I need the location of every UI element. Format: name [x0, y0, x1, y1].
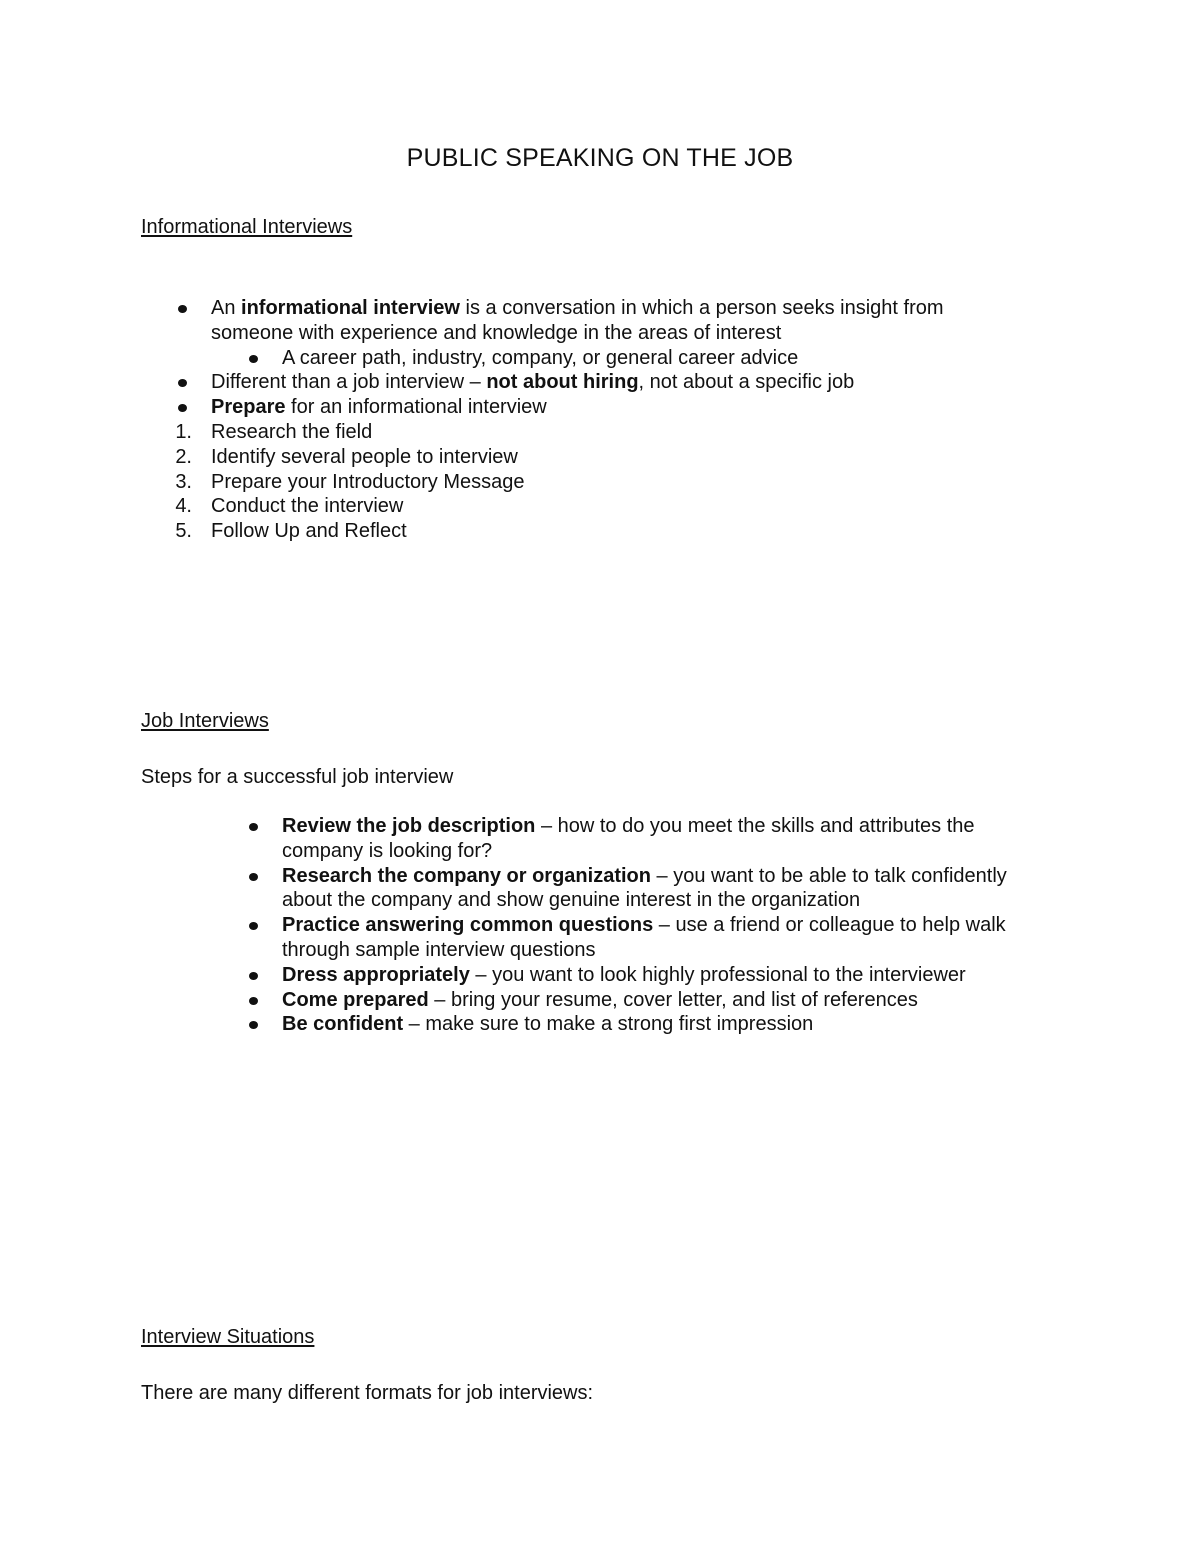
bullet-icon — [249, 1021, 258, 1029]
page-title: PUBLIC SPEAKING ON THE JOB — [406, 144, 794, 172]
step-number: 2. — [175, 445, 192, 468]
list-item-text: Dress appropriately – you want to look highly professional to the interviewer — [282, 963, 966, 986]
step-text: Conduct the interview — [211, 495, 404, 518]
bold-term: Prepare — [211, 396, 286, 419]
situations-intro-text: There are many different formats for job interviews: — [141, 1382, 594, 1404]
bold-term: Come prepared — [282, 988, 429, 1011]
step-text: Research the field — [211, 420, 373, 443]
bullet-icon — [249, 922, 258, 930]
list-item — [0, 963, 1200, 988]
list-item — [0, 296, 1200, 346]
numbered-item — [0, 420, 1200, 445]
step-text: Follow Up and Reflect — [211, 520, 407, 543]
step-text: Identify several people to interview — [211, 445, 518, 468]
bold-term: Dress appropriately — [282, 963, 470, 986]
bullet-icon — [249, 823, 258, 831]
bold-term: Be confident — [282, 1013, 404, 1036]
list-item — [0, 395, 1200, 420]
list-item-text: Different than a job interview – not about hiring, not about a specific job — [211, 371, 855, 394]
step-number: 3. — [175, 470, 192, 493]
list-item-text: Come prepared – bring your resume, cover letter, and list of references — [282, 988, 918, 1011]
bullet-icon — [178, 305, 187, 313]
step-number: 1. — [175, 420, 192, 443]
list-item-text: Practice answering common questions – use a friend or colleague to help walk through sample interview questions — [282, 914, 1006, 961]
numbered-item — [0, 494, 1200, 519]
section-heading-interview-situations: Interview Situations — [141, 1326, 315, 1348]
step-number: 5. — [175, 520, 192, 543]
list-item-text: Be confident – make sure to make a strong first impression — [282, 1013, 814, 1036]
bold-term: not about hiring — [486, 371, 639, 394]
list-item-text: An informational interview is a conversation in which a person seeks insight from someone with experience and knowledge in the areas of interest — [211, 297, 944, 344]
list-item — [0, 1012, 1200, 1037]
list-item — [0, 864, 1200, 914]
bold-term: Research the company or organization — [282, 864, 651, 887]
bullet-icon — [249, 873, 258, 881]
list-item-text: Prepare for an informational interview — [211, 396, 547, 419]
step-text: Prepare your Introductory Message — [211, 470, 525, 493]
bullet-icon — [249, 997, 258, 1005]
list-item-text: A career path, industry, company, or general career advice — [282, 346, 799, 369]
bold-term: informational interview — [241, 297, 460, 319]
list-item-text: Review the job description – how to do you meet the skills and attributes the company is looking for? — [282, 815, 975, 862]
section-heading-informational-interviews: Informational Interviews — [141, 216, 353, 238]
list-item — [0, 370, 1200, 395]
informational-list — [0, 296, 1200, 544]
bullet-icon — [249, 972, 258, 980]
list-item — [0, 913, 1200, 963]
numbered-item — [0, 445, 1200, 470]
bold-term: Review the job description — [282, 815, 536, 837]
section-heading-job-interviews: Job Interviews — [141, 710, 269, 732]
bullet-icon — [178, 404, 187, 412]
list-item-text: Research the company or organization – you want to be able to talk confidently about the company and show genuine interest in the organization — [282, 864, 1007, 912]
sub-list-item — [0, 346, 1200, 371]
bullet-icon — [178, 379, 187, 387]
list-item — [0, 988, 1200, 1013]
job-intro-text: Steps for a successful job interview — [141, 766, 454, 788]
numbered-item — [0, 519, 1200, 544]
numbered-item — [0, 470, 1200, 495]
list-item — [0, 814, 1200, 864]
bold-term: Practice answering common questions — [282, 914, 654, 937]
step-number: 4. — [175, 495, 192, 518]
bullet-icon — [249, 355, 258, 363]
job-interview-list — [0, 814, 1200, 1037]
